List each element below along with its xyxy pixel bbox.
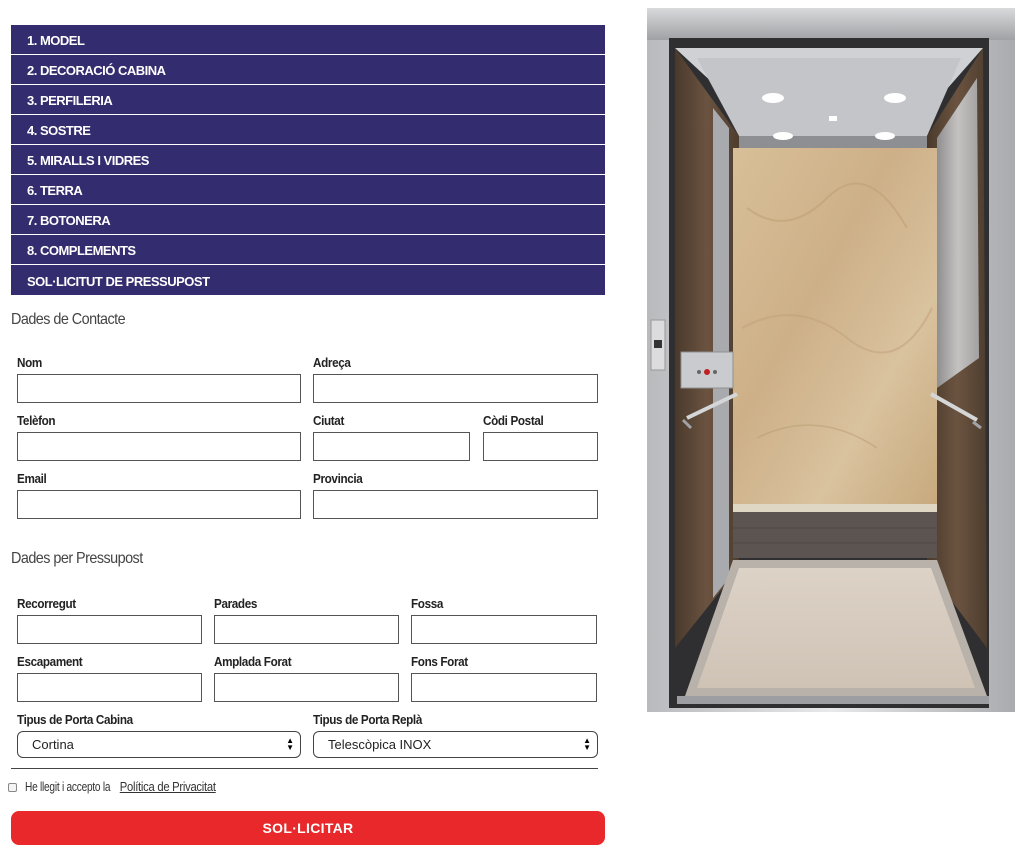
amplada-forat-label: Amplada Forat xyxy=(214,654,292,669)
fossa-input[interactable] xyxy=(411,615,597,644)
amplada-forat-input[interactable] xyxy=(214,673,399,702)
configurator-panel xyxy=(11,25,605,296)
consent-text: He llegit i accepto la xyxy=(25,780,111,794)
fons-forat-input[interactable] xyxy=(411,673,597,702)
porta-cabina-label: Tipus de Porta Cabina xyxy=(17,712,133,727)
submit-button[interactable]: SOL·LICITAR xyxy=(11,811,605,845)
codi-postal-label: Còdi Postal xyxy=(483,413,544,428)
menu-item-botonera[interactable]: 7. BOTONERA xyxy=(11,205,605,234)
telefon-input[interactable] xyxy=(17,432,301,461)
menu-item-perfileria[interactable]: 3. PERFILERIA xyxy=(11,85,605,114)
privacy-consent xyxy=(8,780,237,794)
form-divider xyxy=(11,768,598,769)
provincia-label: Provincia xyxy=(313,471,363,486)
privacy-policy-link[interactable]: Política de Privacitat xyxy=(119,780,216,794)
porta-cabina-select[interactable] xyxy=(17,731,301,758)
elevator-cabin-image xyxy=(647,8,1015,712)
ciutat-input[interactable] xyxy=(313,432,470,461)
recorregut-label: Recorregut xyxy=(17,596,76,611)
telefon-label: Telèfon xyxy=(17,413,56,428)
menu-item-miralls-vidres[interactable]: 5. MIRALLS I VIDRES xyxy=(11,145,605,174)
menu-item-sostre[interactable]: 4. SOSTRE xyxy=(11,115,605,144)
privacy-checkbox[interactable] xyxy=(8,783,17,792)
codi-postal-input[interactable] xyxy=(483,432,598,461)
provincia-input[interactable] xyxy=(313,490,598,519)
menu-item-terra[interactable]: 6. TERRA xyxy=(11,175,605,204)
ciutat-label: Ciutat xyxy=(313,413,344,428)
menu-item-decoracio-cabina[interactable]: 2. DECORACIÓ CABINA xyxy=(11,55,605,84)
nom-label: Nom xyxy=(17,355,42,370)
menu-item-model[interactable]: 1. MODEL xyxy=(11,25,605,54)
fons-forat-label: Fons Forat xyxy=(411,654,468,669)
contact-section-title: Dades de Contacte xyxy=(11,311,126,328)
recorregut-input[interactable] xyxy=(17,615,202,644)
menu-item-sollicitut-pressupost[interactable]: SOL·LICITUT DE PRESSUPOST xyxy=(11,265,605,295)
budget-section-title: Dades per Pressupost xyxy=(11,550,143,567)
menu-item-complements[interactable]: 8. COMPLEMENTS xyxy=(11,235,605,264)
porta-repla-select[interactable] xyxy=(313,731,598,758)
adreca-label: Adreça xyxy=(313,355,351,370)
fossa-label: Fossa xyxy=(411,596,444,611)
parades-label: Parades xyxy=(214,596,258,611)
escapament-input[interactable] xyxy=(17,673,202,702)
porta-repla-selected: Telescòpica INOX xyxy=(328,737,432,752)
email-input[interactable] xyxy=(17,490,301,519)
email-label: Email xyxy=(17,471,47,486)
escapament-label: Escapament xyxy=(17,654,83,669)
porta-repla-label: Tipus de Porta Replà xyxy=(313,712,422,727)
porta-cabina-selected: Cortina xyxy=(32,737,74,752)
nom-input[interactable] xyxy=(17,374,301,403)
parades-input[interactable] xyxy=(214,615,399,644)
select-arrows-icon: ▲ ▼ xyxy=(286,736,294,752)
step-menu xyxy=(11,25,605,295)
adreca-input[interactable] xyxy=(313,374,598,403)
select-arrows-icon: ▲ ▼ xyxy=(583,736,591,752)
